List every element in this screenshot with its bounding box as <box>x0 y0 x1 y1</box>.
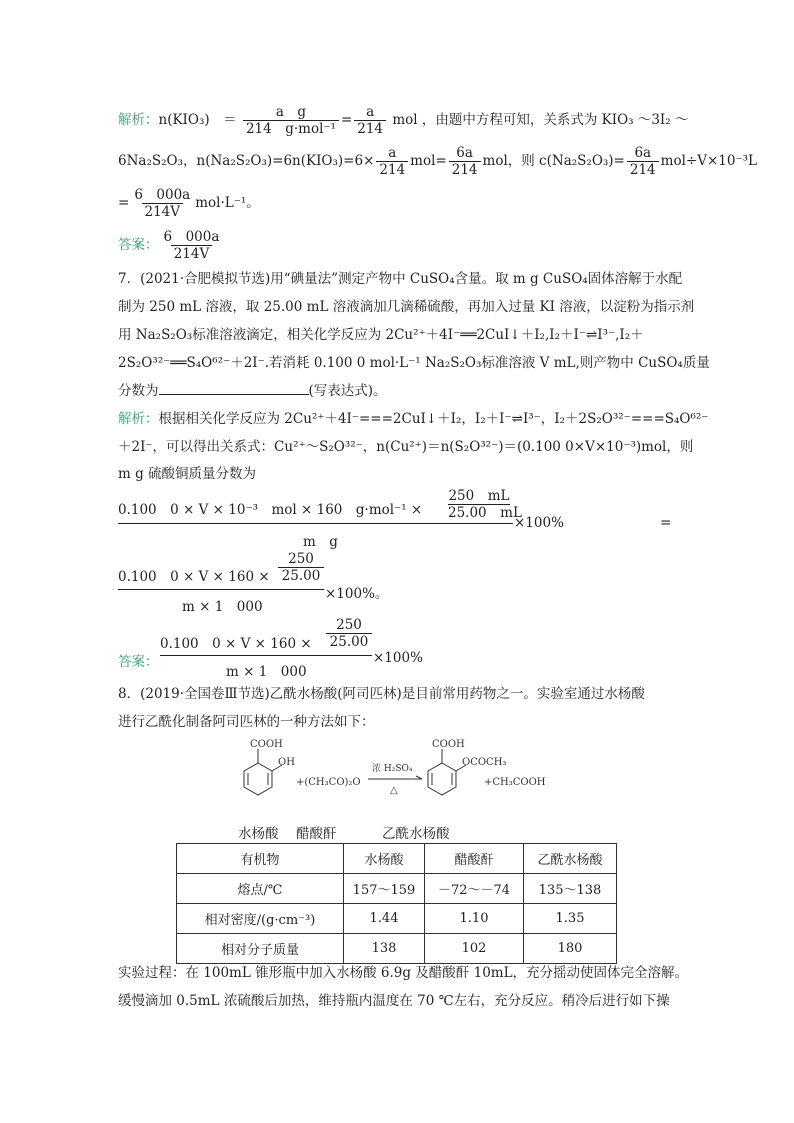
caption-aspirin: 乙酰水杨酸 <box>382 826 450 842</box>
sol6-line2: 6Na₂S₂O₃，n(Na₂S₂O₃)=6n(KIO₃)=6× $\frac{a}{214}$ mol= $\frac{6a}{214}$ mol，则 c(Na₂S₂O₃)= $\frac{6a}{214}$ mol÷V×10⁻³L <box>118 145 757 178</box>
q7-line4: 2S₂O³²⁻══S₄O⁶²⁻＋2I⁻.若消耗 0.100 0 mol·L⁻¹ Na₂S₂O₃标准溶液 V mL,则产物中 CuSO₄质量 <box>118 355 710 371</box>
caption-salicylic: 水杨酸 <box>238 826 279 842</box>
q7-line1: 7．(2021·合肥模拟节选)用“碘量法”测定产物中 CuSO₄含量。取 m g CuSO₄固体溶解于水配 <box>118 271 683 287</box>
oh-label: OH <box>278 757 295 768</box>
fraction: $\frac{6a}{214}$ <box>449 145 481 178</box>
caption-anhydride: 醋酸酐 <box>296 826 337 842</box>
product-label: +CH₃COOH <box>484 777 546 788</box>
properties-table <box>176 843 617 964</box>
fraction: $\frac{a}{214}$ <box>376 145 408 178</box>
table-header-row: 有机物 水杨酸 醋酸酐 乙酰水杨酸 <box>177 844 617 874</box>
cooh-label: COOH <box>250 739 283 750</box>
benzene-ring-icon <box>244 749 282 795</box>
ococh3-label: OCOCH₃ <box>462 757 507 768</box>
fraction: $\frac{a}{214}$ <box>354 104 386 137</box>
sol7-line2: ＋2I⁻，可以得出关系式：Cu²⁺～S₂O³²⁻，n(Cu²⁺)＝n(S₂O³²⁻)＝(0.100 0×V×10⁻³)mol，则 <box>118 439 694 455</box>
fraction: $\frac{6a}{214}$ <box>627 145 659 178</box>
q7-line5: 分数为 (写表达式)。 <box>118 383 387 399</box>
sol6-line3: = $\frac{6 000a}{214V}$ mol·L⁻¹。 <box>118 187 260 220</box>
table-row: 熔点/℃ 157～159 －72～－74 135～138 <box>177 874 617 904</box>
sol7-line3: m g 硫酸铜质量分数为 <box>118 466 257 482</box>
q8-line2: 进行乙酰化制备阿司匹林的一种方法如下： <box>118 714 375 730</box>
equilibrium-arrow-icon <box>368 776 422 779</box>
fraction: $\frac{\text{a g}}{\text{214 g·mol⁻¹}}$ <box>243 104 339 137</box>
benzene-ring-icon <box>428 749 466 795</box>
q8-procedure-line1: 实验过程：在 100mL 锥形瓶中加入水杨酸 6.9g 及醋酸酐 10mL，充分摇动使固体完全溶解。 <box>118 965 689 981</box>
answer-label: 答案： <box>118 237 159 253</box>
q7-line3: 用 Na₂S₂O₃标准溶液滴定，相关化学反应为 2Cu²⁺＋4I⁻══2CuI↓＋I₂,I₂＋I⁻⇌I³⁻,I₂＋ <box>118 327 644 343</box>
answer-blank <box>159 382 309 395</box>
table-row: 相对密度/(g·cm⁻³) 1.44 1.10 1.35 <box>177 904 617 934</box>
table-row: 相对分子质量 138 102 180 <box>177 934 617 964</box>
q8-line1: 8．(2019·全国卷Ⅲ节选)乙酰水杨酸(阿司匹林)是目前常用药物之一。实验室通过水杨酸 <box>118 686 645 702</box>
fraction: $\frac{6 000a}{214V}$ <box>163 229 220 262</box>
condition-top: 浓 H₂SO₄ <box>372 764 413 774</box>
sol6-answer <box>118 229 224 262</box>
q8-procedure-line2: 缓慢滴加 0.5mL 浓硫酸后加热，维持瓶内温度在 70 ℃左右，充分反应。稍冷后进行如下操 <box>118 993 670 1009</box>
reaction-scheme <box>236 735 566 815</box>
fraction: $\frac{6 000a}{214V}$ <box>134 187 191 220</box>
condition-bottom: △ <box>390 785 398 796</box>
solution-label: 解析： <box>118 411 159 427</box>
sol7-line1: 解析：根据相关化学反应为 2Cu²⁺＋4I⁻===2CuI↓＋I₂，I₂＋I⁻⇌I³⁻，I₂＋2S₂O³²⁻===S₄O⁶²⁻ <box>118 411 709 427</box>
cooh-label: COOH <box>432 739 465 750</box>
solution-label: 解析： <box>118 112 159 128</box>
sol6-line1: 解析：n(KIO₃) ＝ $\frac{\text{a g}}{\text{214 g·mol⁻¹}}$ = $\frac{a}{214}$ mol ，由题中方程可知，关系式为 KIO₃ ～3I₂ ～ <box>118 104 689 137</box>
q7-line2: 制为 250 mL 溶液，取 25.00 mL 溶液滴加几滴稀硫酸，再加入过量 KI 溶液，以淀粉为指示剂 <box>118 299 695 315</box>
reagent-label: +(CH₃CO)₂O <box>296 777 361 788</box>
